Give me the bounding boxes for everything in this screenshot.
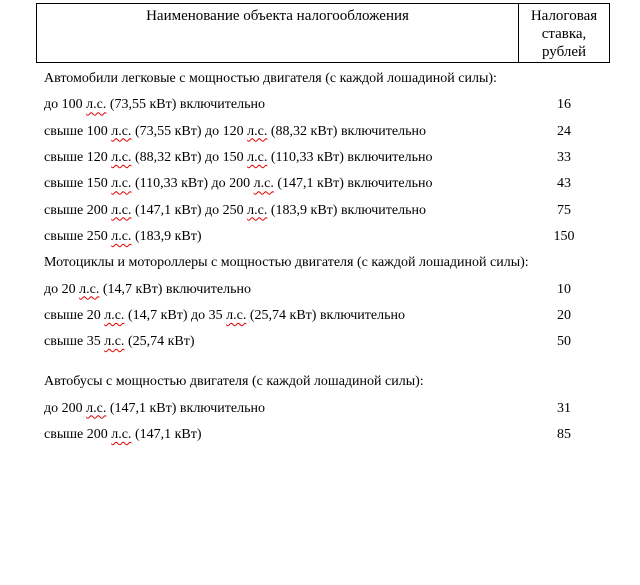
row-label: свыше 200 л.с. (147,1 кВт): [44, 427, 202, 442]
row-label: свыше 20 л.с. (14,7 кВт) до 35 л.с. (25,74 кВт) включительно: [44, 307, 405, 323]
table-row: [36, 276, 610, 302]
table-row: [36, 422, 610, 448]
row-value: 10: [557, 281, 571, 297]
row-label: до 20 л.с. (14,7 кВт) включительно: [44, 281, 251, 297]
table-row: [36, 396, 610, 422]
row-value: 20: [557, 307, 571, 323]
row-value: 33: [557, 150, 571, 166]
table-row: [36, 92, 610, 118]
table-row: [36, 329, 610, 355]
spellcheck-underline: л.с.: [79, 281, 100, 297]
row-label: Автомобили легковые с мощностью двигателя (с каждой лошадиной силы):: [44, 71, 497, 87]
spellcheck-underline: л.с.: [86, 97, 107, 113]
row-value: 50: [557, 334, 571, 350]
row-label: свыше 150 л.с. (110,33 кВт) до 200 л.с. (147,1 кВт) включительно: [44, 176, 433, 192]
spellcheck-underline: л.с.: [111, 427, 132, 442]
table-section-row: [36, 66, 610, 92]
row-value: 150: [553, 228, 575, 244]
header-cell-tax-rate: Налоговая ставка, рублей: [530, 8, 598, 60]
table-row: [36, 303, 610, 329]
table-row: [36, 119, 610, 145]
spellcheck-underline: л.с.: [247, 150, 268, 166]
spellcheck-underline: л.с.: [104, 307, 125, 323]
row-value: 85: [557, 427, 571, 442]
header-cell-taxation-object: Наименование объекта налогообложения: [37, 4, 519, 62]
row-label: Мотоциклы и мотороллеры с мощностью двигателя (с каждой лошадиной силы):: [44, 255, 529, 271]
spellcheck-underline: л.с.: [111, 176, 132, 192]
spellcheck-underline: л.с.: [226, 307, 247, 323]
row-label: свыше 200 л.с. (147,1 кВт) до 250 л.с. (183,9 кВт) включительно: [44, 202, 426, 218]
table-row: [36, 224, 610, 250]
spellcheck-underline: л.с.: [247, 202, 268, 218]
tax-table-rows: [36, 66, 610, 448]
row-value: 75: [557, 202, 571, 218]
spellcheck-underline: л.с.: [104, 334, 125, 350]
row-label: до 200 л.с. (147,1 кВт) включительно: [44, 400, 265, 416]
spellcheck-underline: л.с.: [111, 123, 132, 139]
row-label: свыше 120 л.с. (88,32 кВт) до 150 л.с. (110,33 кВт) включительно: [44, 150, 433, 166]
table-section-row: [36, 250, 610, 276]
spellcheck-underline: л.с.: [111, 228, 132, 244]
row-label: свыше 35 л.с. (25,74 кВт): [44, 334, 195, 350]
row-value: 31: [557, 400, 571, 416]
row-label: Автобусы с мощностью двигателя (с каждой лошадиной силы):: [44, 374, 424, 390]
table-row: [36, 171, 610, 197]
row-value: 16: [557, 97, 571, 113]
table-spacer: [36, 355, 610, 369]
spellcheck-underline: л.с.: [247, 123, 268, 139]
row-label: свыше 250 л.с. (183,9 кВт): [44, 228, 202, 244]
row-value: 24: [557, 123, 571, 139]
spellcheck-underline: л.с.: [111, 202, 132, 218]
spellcheck-underline: л.с.: [253, 176, 274, 192]
table-row: [36, 145, 610, 171]
table-row: [36, 197, 610, 223]
row-label: свыше 100 л.с. (73,55 кВт) до 120 л.с. (88,32 кВт) включительно: [44, 123, 426, 139]
table-section-row: [36, 369, 610, 395]
tax-table-header: [36, 3, 610, 63]
row-value: 43: [557, 176, 571, 192]
spellcheck-underline: л.с.: [111, 150, 132, 166]
row-label: до 100 л.с. (73,55 кВт) включительно: [44, 97, 265, 113]
spellcheck-underline: л.с.: [86, 400, 107, 416]
